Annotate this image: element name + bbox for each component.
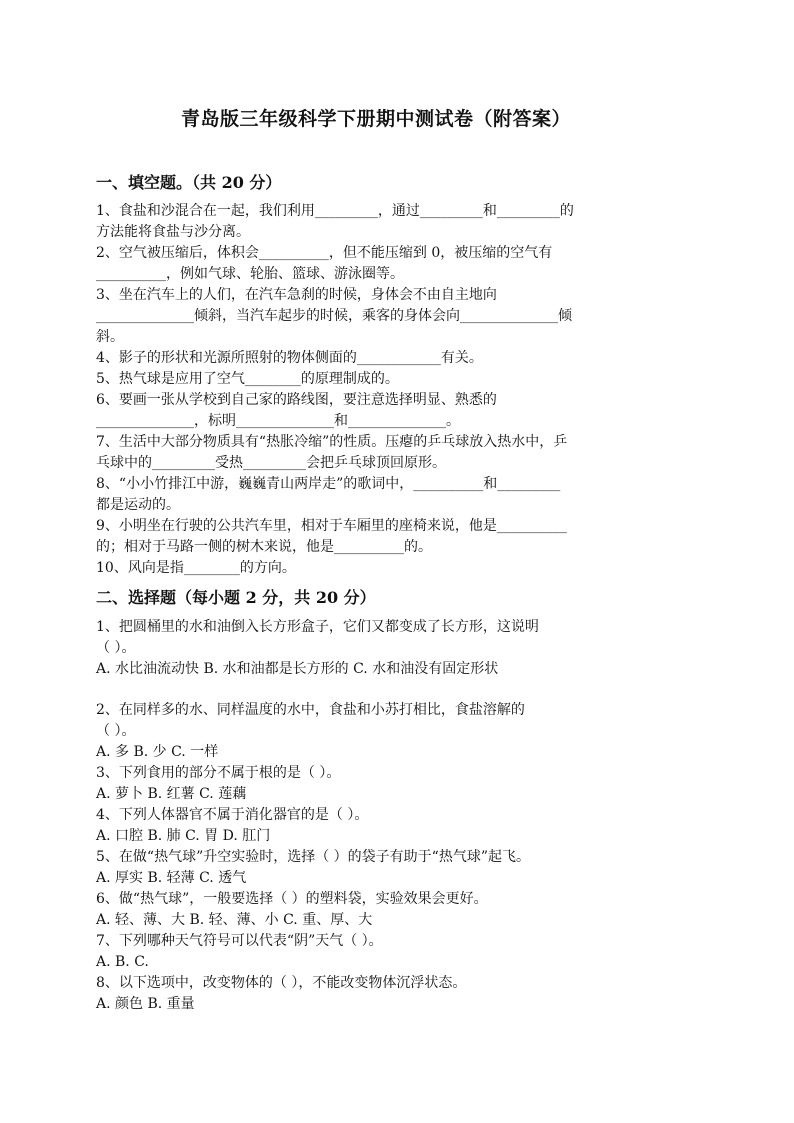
- choice-question-line: 6、做“热气球”，一般要选择（ ）的塑料袋，实验效果会更好。: [96, 891, 488, 907]
- choice-question-line: （ ）。: [96, 723, 136, 739]
- fill-question-line: 1、食盐和沙混合在一起，我们利用_________，通过_________和_________的: [96, 203, 574, 219]
- choice-options-line: A. 水比油流动快 B. 水和油都是长方形的 C. 水和油没有固定形状: [96, 661, 499, 677]
- fill-question-line: 都是运动的。: [96, 497, 180, 513]
- fill-question-line: 6、要画一张从学校到自己家的路线图，要注意选择明显、熟悉的: [96, 392, 497, 408]
- choice-question-line: 4、下列人体器官不属于消化器官的是（ ）。: [96, 807, 369, 823]
- section-heading-fill-in: 一、填空题。（共 20 分）: [96, 173, 282, 192]
- choice-question-line: 5、在做“热气球”升空实验时，选择（ ）的袋子有助于“热气球”起飞。: [96, 849, 530, 865]
- choice-question-line: 7、下列哪种天气符号可以代表“阴”天气（ ）。: [96, 933, 383, 949]
- fill-question-line: 2、空气被压缩后，体积会__________，但不能压缩到 0，被压缩的空气有: [96, 245, 553, 261]
- choice-options-line: A. 颜色 B. 重量: [96, 996, 195, 1012]
- fill-question-line: 7、生活中大部分物质具有“热胀冷缩”的性质。压瘪的乒乓球放入热水中，乒: [96, 434, 568, 450]
- choice-options-line: A. 萝卜 B. 红薯 C. 莲藕: [96, 786, 247, 802]
- fill-question-line: 10、风向是指________的方向。: [96, 560, 296, 576]
- choice-options-line: A. 轻、薄、大 B. 轻、薄、小 C. 重、厚、大: [96, 912, 373, 928]
- choice-question-line: （ ）。: [96, 640, 136, 656]
- choice-options-line: A. 厚实 B. 轻薄 C. 透气: [96, 870, 247, 886]
- choice-question-line: 1、把圆桶里的水和油倒入长方形盒子，它们又都变成了长方形，这说明: [96, 619, 539, 635]
- choice-question-line: 8、以下选项中，改变物体的（ ），不能改变物体沉浮状态。: [96, 975, 467, 991]
- fill-question-line: 的；相对于马路一侧的树木来说，他是__________的。: [96, 539, 432, 555]
- choice-options-line: A. B. C.: [96, 954, 149, 970]
- fill-question-line: 4、影子的形状和光源所照射的物体侧面的____________有关。: [96, 350, 483, 366]
- fill-question-line: 5、热气球是应用了空气________的原理制成的。: [96, 371, 399, 387]
- page-title: 青岛版三年级科学下册期中测试卷（附答案）: [180, 108, 571, 130]
- fill-question-line: 3、坐在汽车上的人们，在汽车急刹的时候，身体会不由自主地向: [96, 287, 497, 303]
- fill-question-line: 9、小明坐在行驶的公共汽车里，相对于车厢里的座椅来说，他是__________: [96, 518, 567, 534]
- choice-options-line: A. 口腔 B. 肺 C. 胃 D. 肛门: [96, 828, 271, 844]
- fill-question-line: 乓球中的_________受热_________会把乒乓球顶回原形。: [96, 455, 446, 471]
- section-heading-choice: 二、选择题（每小题 2 分，共 20 分）: [96, 588, 376, 607]
- choice-options-line: A. 多 B. 少 C. 一样: [96, 744, 219, 760]
- fill-question-line: __________，例如气球、轮胎、篮球、游泳圈等。: [96, 266, 404, 282]
- fill-question-line: ______________，标明______________和______________。: [96, 413, 460, 429]
- fill-question-line: ______________倾斜，当汽车起步的时候，乘客的身体会向______________倾: [96, 308, 572, 324]
- choice-question-line: 3、下列食用的部分不属于根的是（ ）。: [96, 765, 341, 781]
- fill-question-line: 斜。: [96, 329, 124, 345]
- fill-question-line: 8、“小小竹排江中游，巍巍青山两岸走”的歌词中，__________和_________: [96, 476, 561, 492]
- fill-question-line: 方法能将食盐与沙分离。: [96, 224, 250, 240]
- choice-question-line: 2、在同样多的水、同样温度的水中，食盐和小苏打相比，食盐溶解的: [96, 702, 525, 718]
